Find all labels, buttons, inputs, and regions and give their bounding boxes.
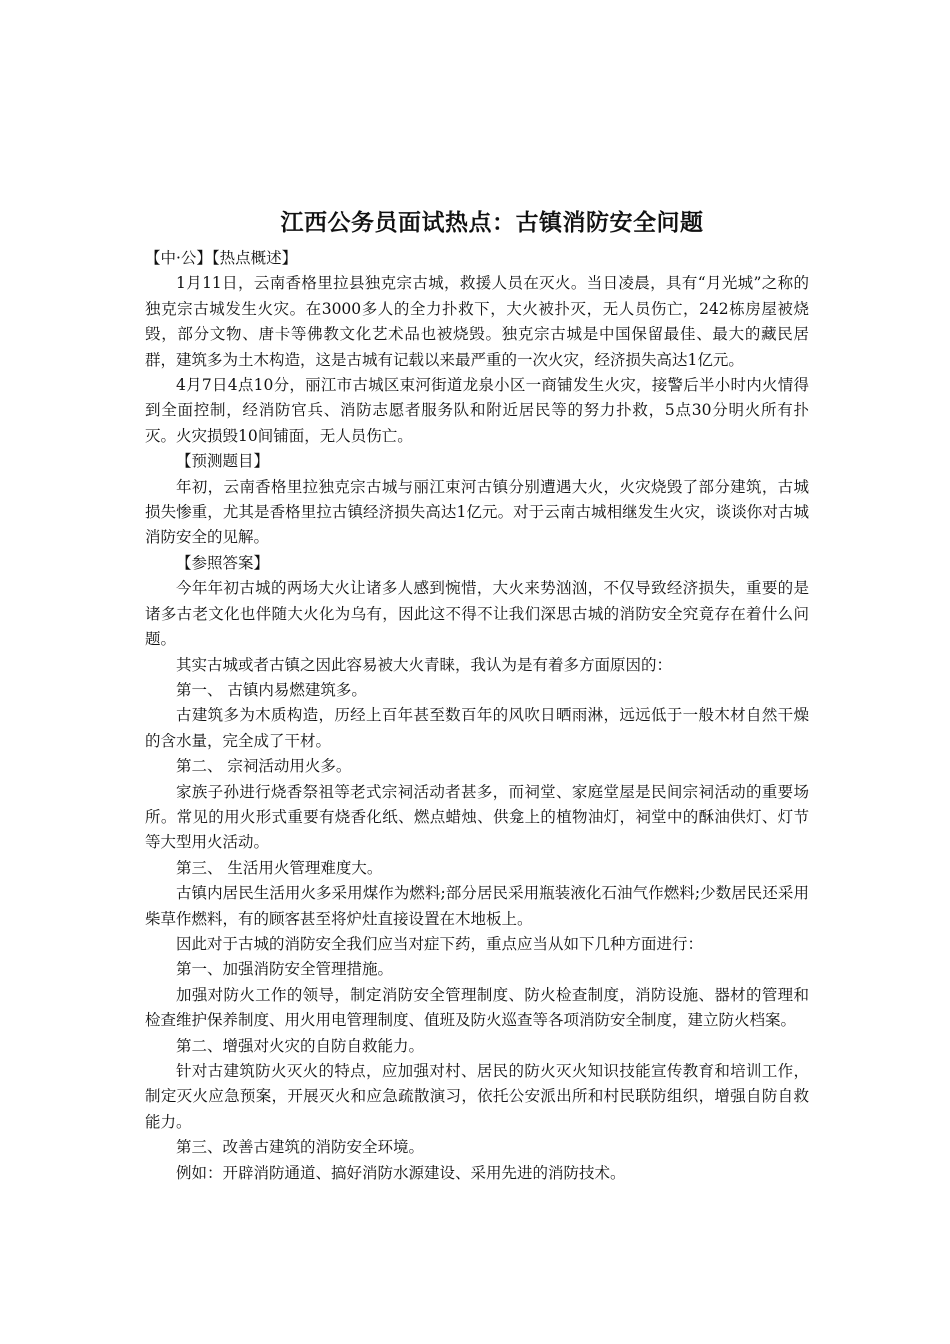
answer-paragraph: 今年年初古城的两场大火让诸多人感到惋惜，大火来势汹汹，不仅导致经济损失，重要的是诸多古老文化也伴随大火化为乌有，因此这不得不让我们深思古城的消防安全究竟存在着什么问题。 xyxy=(145,579,809,649)
answer-paragraph: 古镇内居民生活用火多采用煤作为燃料;部分居民采用瓶装液化石油气作燃料;少数居民还采用柴草作燃料，有的顾客甚至将炉灶直接设置在木地板上。 xyxy=(145,884,809,928)
question-text: 年初，云南香格里拉独克宗古城与丽江束河古镇分别遭遇大火，火灾烧毁了部分建筑，古城损失惨重，尤其是香格里拉古镇经济损失高达1亿元。对于云南古城相继发生火灾，谈谈你对古城消防安全的见解。 xyxy=(145,477,809,547)
answer-heading: 第二、 宗祠活动用火多。 xyxy=(176,757,352,776)
answer-heading: 第三、改善古建筑的消防安全环境。 xyxy=(176,1138,425,1157)
question-label: 【预测题目】 xyxy=(176,452,270,471)
answer-label: 【参照答案】 xyxy=(176,553,270,572)
paragraph-overview-1: 1月11日，云南香格里拉县独克宗古城，救援人员在灭火。当日凌晨，具有“月光城”之称的独克宗古城发生火灾。在3000多人的全力扑救下，大火被扑灭，无人员伤亡，242栋房屋被烧毁，部分文物、唐卡等佛教文化艺术品也被烧毁。独克宗古城是中国保留最佳、最大的藏民居群，建筑多为土木构造，这是古城有记载以来最严重的一次火灾，经济损失高达1亿元。 xyxy=(145,274,809,369)
answer-paragraph: 例如：开辟消防通道、搞好消防水源建设、采用先进的消防技术。 xyxy=(176,1163,626,1182)
document-title: 江西公务员面试热点：古镇消防安全问题 xyxy=(280,210,704,236)
header-label: 【中·公】【热点概述】 xyxy=(145,249,298,267)
answer-heading: 第一、 古镇内易燃建筑多。 xyxy=(176,680,367,699)
answer-paragraph: 家族子孙进行烧香祭祖等老式宗祠活动者甚多，而祠堂、家庭堂屋是民间宗祠活动的重要场所。常见的用火形式重要有烧香化纸、燃点蜡烛、供龛上的植物油灯，祠堂中的酥油供灯、灯节等大型用火活动。 xyxy=(145,782,809,852)
answer-paragraph: 因此对于古城的消防安全我们应当对症下药，重点应当从如下几种方面进行： xyxy=(176,934,704,953)
answer-paragraph: 加强对防火工作的领导，制定消防安全管理制度、防火检查制度，消防设施、器材的管理和检查维护保养制度、用火用电管理制度、值班及防火巡查等各项消防安全制度，建立防火档案。 xyxy=(145,985,809,1030)
answer-heading: 第一、加强消防安全管理措施。 xyxy=(176,960,394,979)
answer-paragraph: 其实古城或者古镇之因此容易被大火青睐，我认为是有着多方面原因的： xyxy=(176,655,673,674)
answer-heading: 第二、增强对火灾的自防自救能力。 xyxy=(176,1036,425,1055)
paragraph-overview-2: 4月7日4点10分，丽江市古城区束河街道龙泉小区一商铺发生火灾，接警后半小时内火情得到全面控制，经消防官兵、消防志愿者服务队和附近居民等的努力扑救，5点30分明火所有扑灭。火灾损毁10间铺面，无人员伤亡。 xyxy=(145,376,809,445)
answer-heading: 第三、 生活用火管理难度大。 xyxy=(176,858,383,877)
document-page xyxy=(145,206,809,1186)
answer-paragraph: 针对古建筑防火灭火的特点，应加强对村、居民的防火灭火知识技能宣传教育和培训工作，制定灭火应急预案，开展灭火和应急疏散演习，依托公安派出所和村民联防组织，增强自防自救能力。 xyxy=(145,1062,809,1131)
answer-paragraph: 古建筑多为木质构造，历经上百年甚至数百年的风吹日晒雨淋，远远低于一般木材自然干燥的含水量，完全成了干材。 xyxy=(145,706,809,750)
